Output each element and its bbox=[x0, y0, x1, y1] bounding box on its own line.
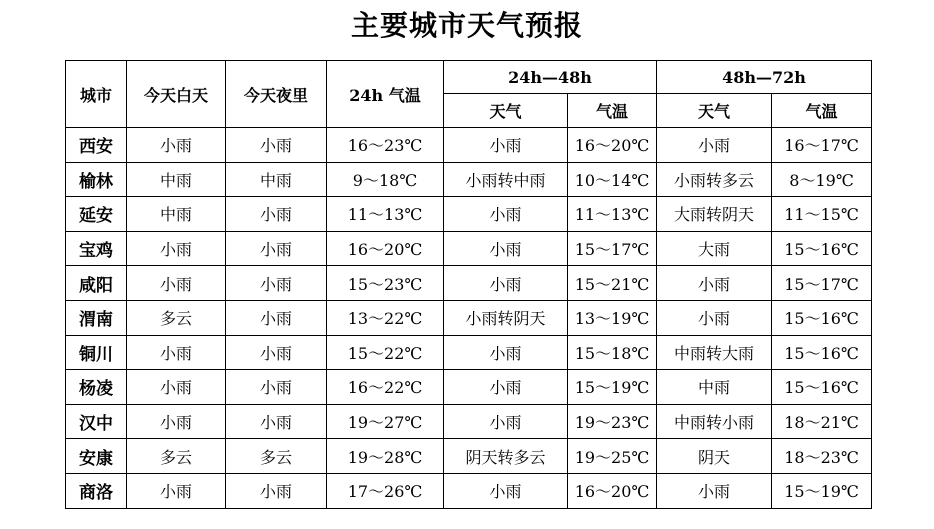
city-cell: 咸阳 bbox=[66, 266, 127, 301]
today-night-cell: 小雨 bbox=[226, 128, 327, 163]
temp-24h-cell: 9～18℃ bbox=[327, 162, 444, 197]
page-title: 主要城市天气预报 bbox=[350, 9, 583, 42]
today-day-cell: 中雨 bbox=[127, 162, 226, 197]
temp-24-48-cell: 19～25℃ bbox=[568, 439, 657, 474]
temp-48-72-cell: 15～16℃ bbox=[772, 231, 872, 266]
temp-48-72-cell: 15～16℃ bbox=[772, 370, 872, 405]
header-today-night: 今天夜里 bbox=[226, 61, 327, 128]
temp-48-72-cell: 16～17℃ bbox=[772, 128, 872, 163]
temp-48-72-cell: 15～19℃ bbox=[772, 473, 872, 508]
today-day-cell: 多云 bbox=[127, 300, 226, 335]
city-cell: 商洛 bbox=[66, 473, 127, 508]
temp-24-48-cell: 16～20℃ bbox=[568, 473, 657, 508]
temp-24-48-cell: 15～21℃ bbox=[568, 266, 657, 301]
forecast-body bbox=[66, 128, 872, 509]
weather-24-48-cell: 小雨 bbox=[444, 473, 568, 508]
weather-48-72-cell: 小雨 bbox=[657, 300, 772, 335]
weather-48-72-cell: 中雨转大雨 bbox=[657, 335, 772, 370]
today-day-cell: 中雨 bbox=[127, 197, 226, 232]
today-day-cell: 小雨 bbox=[127, 266, 226, 301]
city-cell: 榆林 bbox=[66, 162, 127, 197]
temp-24h-cell: 17～26℃ bbox=[327, 473, 444, 508]
weather-24-48-cell: 小雨 bbox=[444, 335, 568, 370]
temp-24-48-cell: 10～14℃ bbox=[568, 162, 657, 197]
city-cell: 西安 bbox=[66, 128, 127, 163]
city-cell: 渭南 bbox=[66, 300, 127, 335]
city-cell: 安康 bbox=[66, 439, 127, 474]
temp-48-72-cell: 15～17℃ bbox=[772, 266, 872, 301]
weather-24-48-cell: 小雨 bbox=[444, 404, 568, 439]
today-day-cell: 小雨 bbox=[127, 231, 226, 266]
city-cell: 杨凌 bbox=[66, 370, 127, 405]
city-cell: 铜川 bbox=[66, 335, 127, 370]
temp-24h-cell: 16～23℃ bbox=[327, 128, 444, 163]
today-day-cell: 多云 bbox=[127, 439, 226, 474]
table-row bbox=[66, 128, 872, 163]
forecast-table bbox=[65, 60, 872, 509]
temp-24h-cell: 11～13℃ bbox=[327, 197, 444, 232]
temp-24-48-cell: 11～13℃ bbox=[568, 197, 657, 232]
weather-48-72-cell: 大雨转阴天 bbox=[657, 197, 772, 232]
temp-48-72-cell: 15～16℃ bbox=[772, 335, 872, 370]
weather-48-72-cell: 小雨 bbox=[657, 266, 772, 301]
temp-24h-cell: 15～22℃ bbox=[327, 335, 444, 370]
today-night-cell: 小雨 bbox=[226, 473, 327, 508]
temp-24-48-cell: 15～19℃ bbox=[568, 370, 657, 405]
weather-48-72-cell: 中雨转小雨 bbox=[657, 404, 772, 439]
weather-24-48-cell: 小雨转中雨 bbox=[444, 162, 568, 197]
temp-24h-cell: 19～28℃ bbox=[327, 439, 444, 474]
today-night-cell: 小雨 bbox=[226, 404, 327, 439]
subheader-temp-48-72: 气温 bbox=[772, 94, 872, 128]
temp-24-48-cell: 15～17℃ bbox=[568, 231, 657, 266]
table-row bbox=[66, 162, 872, 197]
weather-48-72-cell: 小雨 bbox=[657, 473, 772, 508]
table-row bbox=[66, 197, 872, 232]
table-row bbox=[66, 266, 872, 301]
weather-48-72-cell: 大雨 bbox=[657, 231, 772, 266]
weather-24-48-cell: 小雨 bbox=[444, 231, 568, 266]
weather-24-48-cell: 小雨转阴天 bbox=[444, 300, 568, 335]
city-cell: 汉中 bbox=[66, 404, 127, 439]
temp-48-72-cell: 11～15℃ bbox=[772, 197, 872, 232]
city-cell: 延安 bbox=[66, 197, 127, 232]
weather-48-72-cell: 中雨 bbox=[657, 370, 772, 405]
weather-24-48-cell: 小雨 bbox=[444, 370, 568, 405]
today-night-cell: 多云 bbox=[226, 439, 327, 474]
weather-48-72-cell: 小雨 bbox=[657, 128, 772, 163]
subheader-weather-24-48: 天气 bbox=[444, 94, 568, 128]
temp-24h-cell: 16～20℃ bbox=[327, 231, 444, 266]
temp-48-72-cell: 8～19℃ bbox=[772, 162, 872, 197]
header-city: 城市 bbox=[66, 61, 127, 128]
today-day-cell: 小雨 bbox=[127, 335, 226, 370]
table-row bbox=[66, 335, 872, 370]
header-today-day: 今天白天 bbox=[127, 61, 226, 128]
table-row bbox=[66, 439, 872, 474]
today-night-cell: 小雨 bbox=[226, 197, 327, 232]
temp-24-48-cell: 13～19℃ bbox=[568, 300, 657, 335]
temp-24h-cell: 15～23℃ bbox=[327, 266, 444, 301]
table-row bbox=[66, 404, 872, 439]
table-row bbox=[66, 473, 872, 508]
temp-24h-cell: 19～27℃ bbox=[327, 404, 444, 439]
weather-24-48-cell: 小雨 bbox=[444, 128, 568, 163]
temp-48-72-cell: 18～21℃ bbox=[772, 404, 872, 439]
weather-48-72-cell: 小雨转多云 bbox=[657, 162, 772, 197]
temp-24-48-cell: 19～23℃ bbox=[568, 404, 657, 439]
weather-48-72-cell: 阴天 bbox=[657, 439, 772, 474]
temp-48-72-cell: 18～23℃ bbox=[772, 439, 872, 474]
temp-24h-cell: 13～22℃ bbox=[327, 300, 444, 335]
today-night-cell: 小雨 bbox=[226, 231, 327, 266]
temp-24-48-cell: 16～20℃ bbox=[568, 128, 657, 163]
subheader-weather-48-72: 天气 bbox=[657, 94, 772, 128]
today-day-cell: 小雨 bbox=[127, 473, 226, 508]
today-day-cell: 小雨 bbox=[127, 404, 226, 439]
today-day-cell: 小雨 bbox=[127, 370, 226, 405]
table-row bbox=[66, 231, 872, 266]
today-night-cell: 中雨 bbox=[226, 162, 327, 197]
weather-24-48-cell: 阴天转多云 bbox=[444, 439, 568, 474]
temp-24h-cell: 16～22℃ bbox=[327, 370, 444, 405]
weather-24-48-cell: 小雨 bbox=[444, 197, 568, 232]
temp-24-48-cell: 15～18℃ bbox=[568, 335, 657, 370]
today-night-cell: 小雨 bbox=[226, 300, 327, 335]
weather-24-48-cell: 小雨 bbox=[444, 266, 568, 301]
table-row bbox=[66, 370, 872, 405]
header-group-48-72h: 48h—72h bbox=[657, 61, 872, 94]
temp-48-72-cell: 15～16℃ bbox=[772, 300, 872, 335]
today-night-cell: 小雨 bbox=[226, 335, 327, 370]
table-row bbox=[66, 300, 872, 335]
today-night-cell: 小雨 bbox=[226, 266, 327, 301]
header-group-24-48h: 24h—48h bbox=[444, 61, 657, 94]
city-cell: 宝鸡 bbox=[66, 231, 127, 266]
header-row bbox=[66, 61, 872, 94]
header-24h-temp: 24h 气温 bbox=[327, 61, 444, 128]
subheader-temp-24-48: 气温 bbox=[568, 94, 657, 128]
today-day-cell: 小雨 bbox=[127, 128, 226, 163]
today-night-cell: 小雨 bbox=[226, 370, 327, 405]
